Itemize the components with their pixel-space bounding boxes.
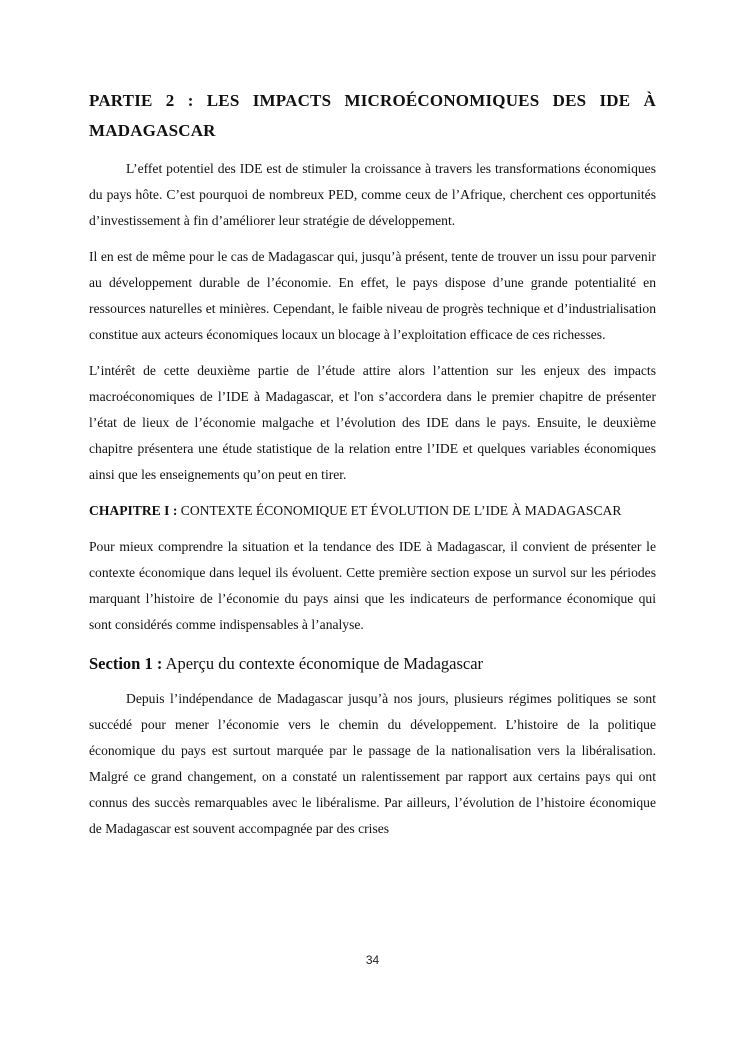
paragraph-intro: L’effet potentiel des IDE est de stimuler la croissance à travers les transformations économiques du pays hôte. C’est pourquoi de nombreux PED, comme ceux de l’Afrique, cherchent ces opportunités d’investissement à fin d’améliorer leur stratégie de développement. — [89, 161, 656, 228]
chapter-label: CHAPITRE I : — [89, 503, 178, 518]
chapter-intro: Pour mieux comprendre la situation et la tendance des IDE à Madagascar, il convient de présenter le contexte économique dans lequel ils évoluent. Cette première section expose un survol sur les périodes marquant l’histoire de l’économie du pays ainsi que les indicateurs de performance économique qui sont considérés comme indispensables à l’analyse. — [89, 539, 656, 632]
section-paragraph: Depuis l’indépendance de Madagascar jusqu’à nos jours, plusieurs régimes politiques se sont succédé pour mener l’économie vers le chemin du développement. L’histoire de la politique économique du pays est surtout marquée par le passage de la nationalisation vers la libéralisation. Malgré ce grand changement, on a constaté un ralentissement par rapport aux certains pays qui ont connus des succès remarquables avec le libéralisme. Par ailleurs, l’évolution de l’histoire économique de Madagascar est souvent accompagnée par des crises — [89, 691, 656, 836]
page-number: 34 — [365, 953, 380, 967]
part-title: PARTIE 2 : LES IMPACTS MICROÉCONOMIQUES DES IDE À MADAGASCAR — [89, 91, 656, 140]
paragraph-madagascar: Il en est de même pour le cas de Madagascar qui, jusqu’à présent, tente de trouver un issu pour parvenir au développement durable de l’économie. En effet, le pays dispose d’une grande potentialité en ressources naturelles et minières. Cependant, le faible niveau de progrès technique et d’industrialisation constitue aux acteurs économiques locaux un blocage à l’exploitation efficace de ces richesses. — [89, 249, 656, 342]
section-label: Section 1 : — [89, 654, 163, 673]
section-title: Aperçu du contexte économique de Madagascar — [165, 654, 484, 673]
chapter-heading — [89, 498, 656, 524]
paragraph-interest: L’intérêt de cette deuxième partie de l’étude attire alors l’attention sur les enjeux des impacts macroéconomiques de l’IDE à Madagascar, et l'on s’accordera dans le premier chapitre de présenter l’état de lieux de l’économie malgache et l’évolution des IDE dans le pays. Ensuite, le deuxième chapitre présentera une étude statistique de la relation entre l’IDE et quelques variables économiques ainsi que les enseignements qu’on peut en tirer. — [89, 363, 656, 482]
document-page — [89, 86, 656, 842]
section-heading — [89, 652, 656, 676]
chapter-title: CONTEXTE ÉCONOMIQUE ET ÉVOLUTION DE L’IDE À MADAGASCAR — [180, 503, 622, 518]
